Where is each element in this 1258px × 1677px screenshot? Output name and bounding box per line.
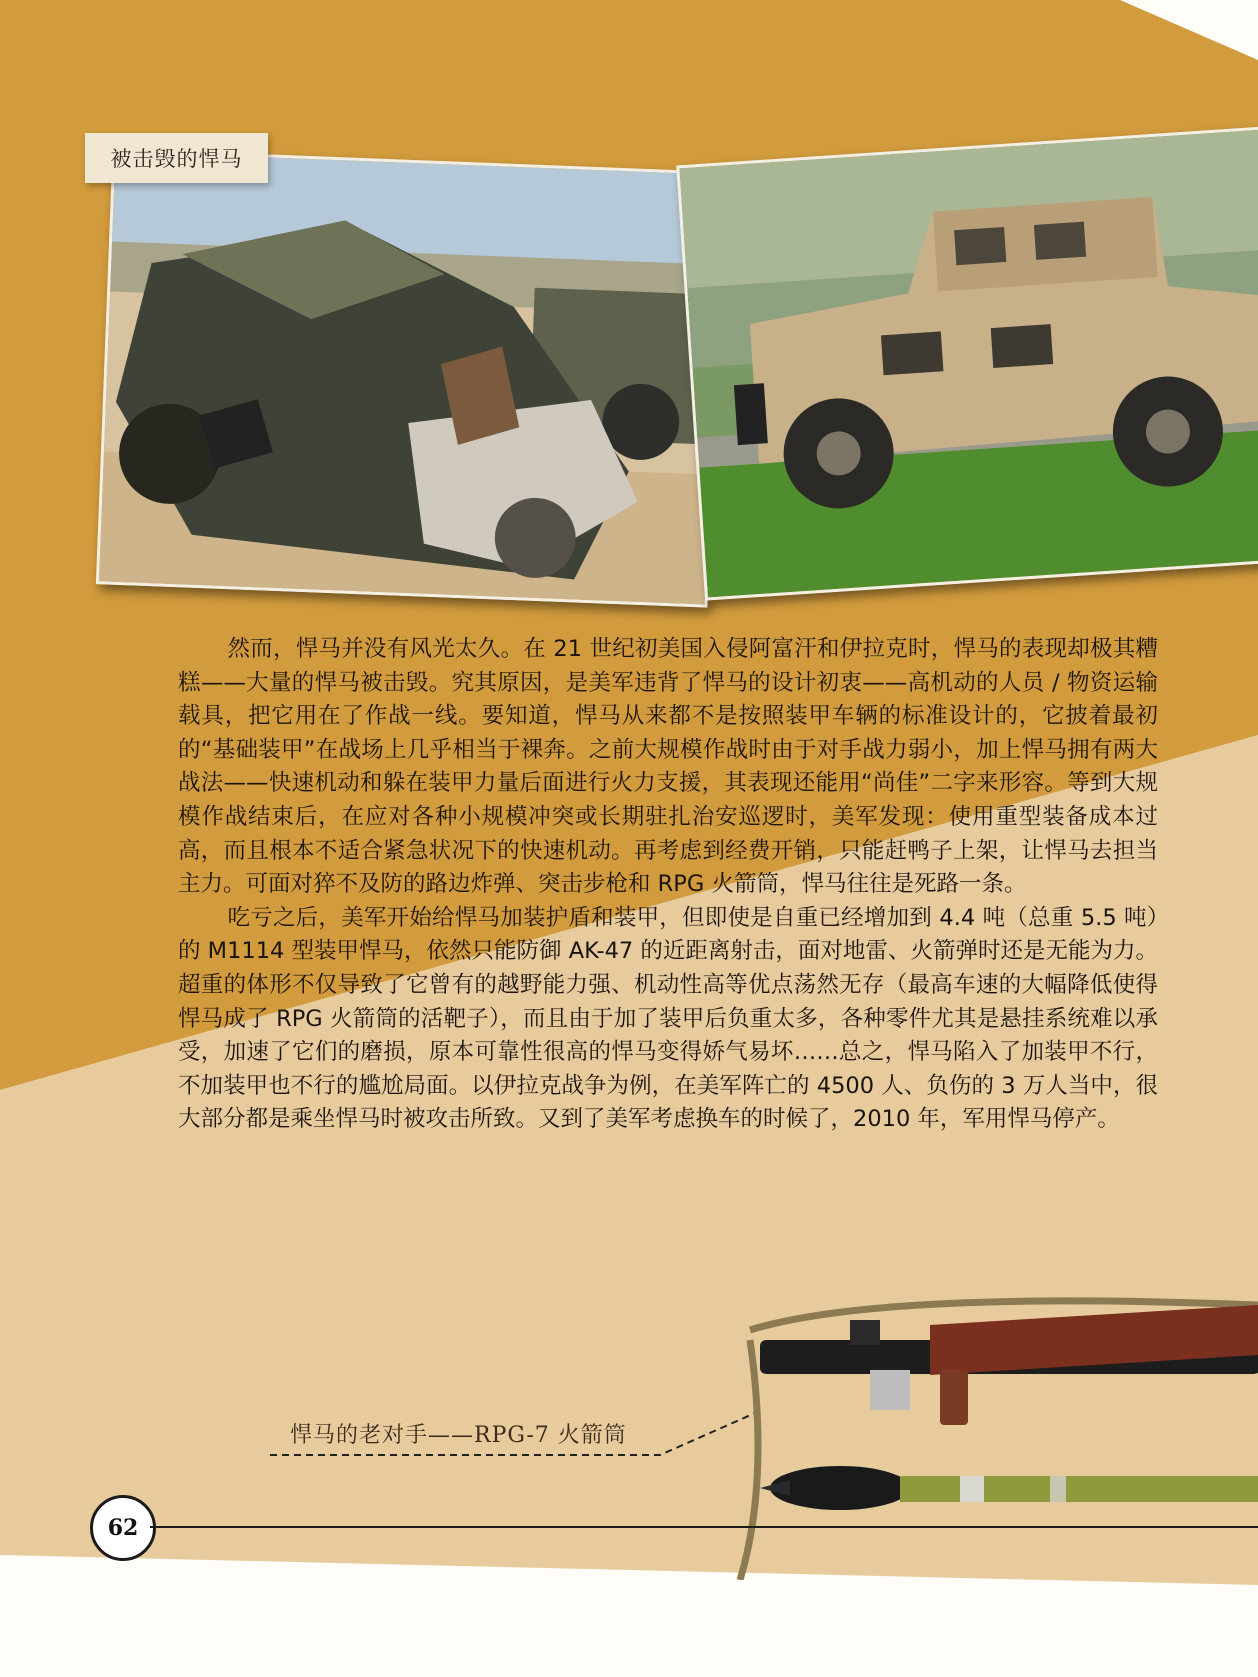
article-body [178, 633, 1158, 1137]
armored-humvee-photo [676, 125, 1258, 600]
rpg-7-launcher-photo [730, 1280, 1258, 1580]
paragraph-2: 吃亏之后，美军开始给悍马加装护盾和装甲，但即使是自重已经增加到 4.4 吨（总重 5.5 吨）的 M1114 型装甲悍马，依然只能防御 AK-47 的近距离射击，面对地雷、火箭弹时还是无能为力。超重的体形不仅导致了它曾有的越野能力强、机动性高等优点荡然无存（最高车速的大幅降低使得悍马成了 RPG 火箭筒的活靶子），而且由于加了装甲后负重太多，各种零件尤其是悬挂系统难以承受，加速了它们的磨损，原本可靠性很高的悍马变得娇气易坏……总之，悍马陷入了加装甲不行，不加装甲也不行的尴尬局面。以伊拉克战争为例，在美军阵亡的 4500 人、负伤的 3 万人当中，很大部分都是乘坐悍马时被攻击所致。又到了美军考虑换车的时候了，2010 年，军用悍马停产。 [178, 904, 1158, 1133]
rpg-photo-caption: 悍马的老对手——RPG-7 火箭筒 [290, 1423, 627, 1448]
paragraph-1: 然而，悍马并没有风光太久。在 21 世纪初美国入侵阿富汗和伊拉克时，悍马的表现却极其糟糕——大量的悍马被击毁。究其原因，是美军违背了悍马的设计初衷——高机动的人员 / 物资运输载具，把它用在了作战一线。要知道，悍马从来都不是按照装甲车辆的标准设计的，它披着最初的“基础装甲”在战场上几乎相当于裸奔。之前大规模作战时由于对手战力弱小，加上悍马拥有两大战法——快速机动和躲在装甲力量后面进行火力支援，其表现还能用“尚佳”二字来形容。等到大规模作战结束后，在应对各种小规模冲突或长期驻扎治安巡逻时，美军发现：使用重型装备成本过高，而且根本不适合紧急状况下的快速机动。再考虑到经费开销，只能赶鸭子上架，让悍马去担当主力。可面对猝不及防的路边炸弹、突击步枪和 RPG 火箭筒，悍马往往是死路一条。 [178, 636, 1158, 898]
destroyed-humvee-photo [96, 148, 724, 607]
destroyed-photo-caption: 被击毁的悍马 [85, 133, 268, 183]
footer-rule [150, 1526, 1258, 1528]
page-number: 62 [90, 1495, 156, 1561]
